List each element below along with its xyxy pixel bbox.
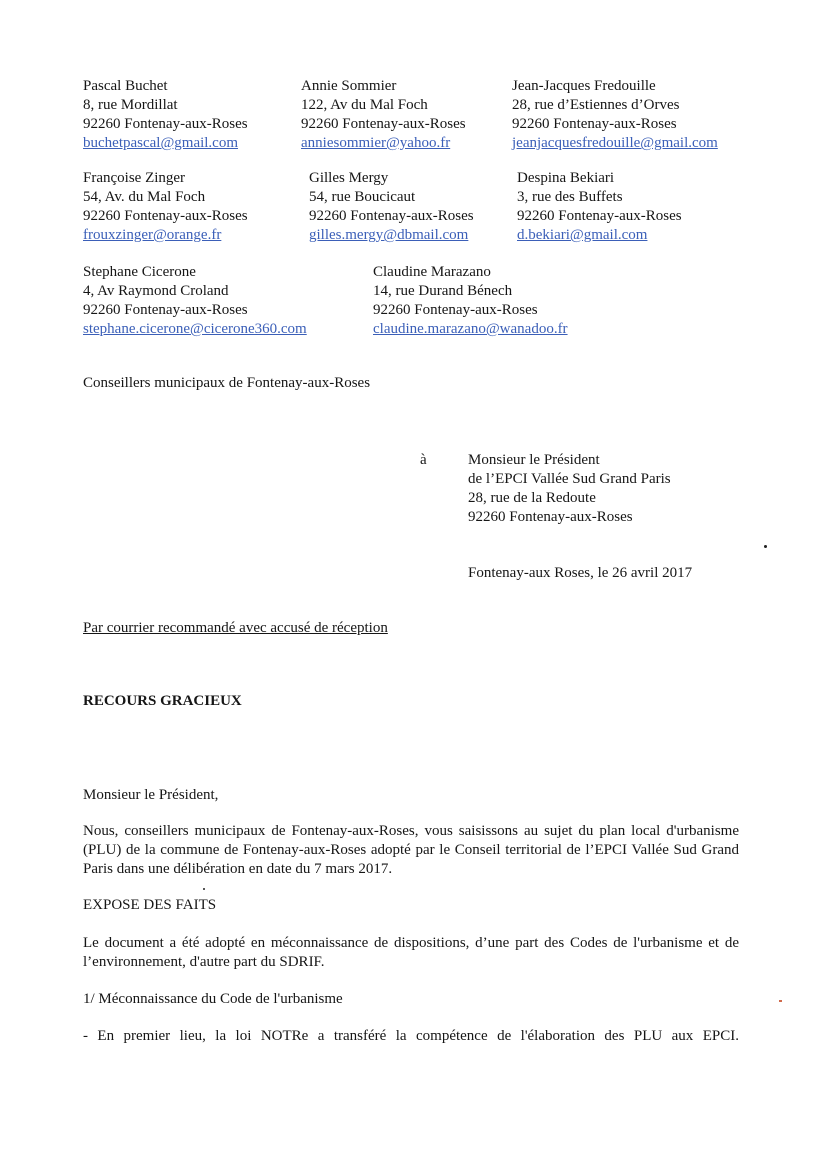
signatory-title: Conseillers municipaux de Fontenay-aux-Roses [83,375,371,391]
sender-street: 14, rue Durand Bénech [373,283,513,299]
sender-email-link[interactable]: gilles.mergy@dbmail.com [309,227,469,243]
sender-street: 122, Av du Mal Foch [301,97,428,113]
sender-name: Françoise Zinger [83,170,186,186]
recipient-block [468,451,671,527]
sender-name: Annie Sommier [301,78,397,94]
sender-city: 92260 Fontenay-aux-Roses [309,208,474,224]
section-heading: 1/ Méconnaissance du Code de l'urbanisme [83,991,343,1007]
sender-city: 92260 Fontenay-aux-Roses [83,116,248,132]
sender-name: Jean-Jacques Fredouille [512,78,656,94]
sender-email-link[interactable]: d.bekiari@gmail.com [517,227,648,243]
sender-street: 54, rue Boucicaut [309,189,416,205]
sender-block [309,169,474,245]
section-paragraph: - En premier lieu, la loi NOTRe a transféré la compétence de l'élaboration des PLU aux EPCI. [83,1028,739,1044]
sender-city: 92260 Fontenay-aux-Roses [83,208,248,224]
scan-speck [779,1000,782,1002]
sender-city: 92260 Fontenay-aux-Roses [517,208,682,224]
sender-name: Claudine Marazano [373,264,491,280]
sender-email-link[interactable]: buchetpascal@gmail.com [83,135,239,151]
sender-city: 92260 Fontenay-aux-Roses [301,116,466,132]
recipient-line: 28, rue de la Redoute [468,490,596,506]
date-line: Fontenay-aux Roses, le 26 avril 2017 [468,565,693,581]
salutation: Monsieur le Président, [83,787,219,803]
delivery-note: Par courrier recommandé avec accusé de réception [83,620,388,636]
sender-block [83,169,248,245]
facts-heading: EXPOSE DES FAITS [83,897,217,913]
sender-city: 92260 Fontenay-aux-Roses [83,302,248,318]
sender-city: 92260 Fontenay-aux-Roses [512,116,677,132]
sender-block [517,169,682,245]
sender-block [83,263,307,339]
sender-street: 28, rue d’Estiennes d’Orves [512,97,680,113]
scan-speck [203,888,205,890]
intro-paragraph: Nous, conseillers municipaux de Fontenay-aux-Roses, vous saisissons au sujet du plan local d'urbanisme (PLU) de la commune de Fontenay-aux-Roses adopté par le Conseil territorial de l’EPCI Vallée Sud Grand Paris dans une délibération en date du 7 mars 2017. [83,823,739,877]
sender-street: 3, rue des Buffets [517,189,623,205]
sender-block [512,77,718,153]
subject-heading: RECOURS GRACIEUX [83,693,242,709]
sender-name: Pascal Buchet [83,78,168,94]
sender-street: 8, rue Mordillat [83,97,178,113]
sender-email-link[interactable]: jeanjacquesfredouille@gmail.com [512,135,718,151]
sender-street: 54, Av. du Mal Foch [83,189,206,205]
recipient-line: Monsieur le Président [468,452,600,468]
sender-email-link[interactable]: claudine.marazano@wanadoo.fr [373,321,568,337]
sender-email-link[interactable]: frouxzinger@orange.fr [83,227,222,243]
sender-block [83,77,248,153]
sender-street: 4, Av Raymond Croland [83,283,229,299]
sender-email-link[interactable]: stephane.cicerone@cicerone360.com [83,321,307,337]
sender-name: Stephane Cicerone [83,264,196,280]
sender-city: 92260 Fontenay-aux-Roses [373,302,538,318]
sender-email-link[interactable]: anniesommier@yahoo.fr [301,135,451,151]
sender-name: Gilles Mergy [309,170,389,186]
sender-name: Despina Bekiari [517,170,615,186]
sender-block [373,263,568,339]
sender-block [301,77,466,153]
facts-paragraph: Le document a été adopté en méconnaissance de dispositions, d’une part des Codes de l'urbanisme et de l’environnement, d'autre part du SDRIF. [83,935,739,970]
recipient-prefix: à [420,452,427,468]
recipient-line: de l’EPCI Vallée Sud Grand Paris [468,471,671,487]
scan-speck [764,545,767,548]
recipient-line: 92260 Fontenay-aux-Roses [468,509,633,525]
